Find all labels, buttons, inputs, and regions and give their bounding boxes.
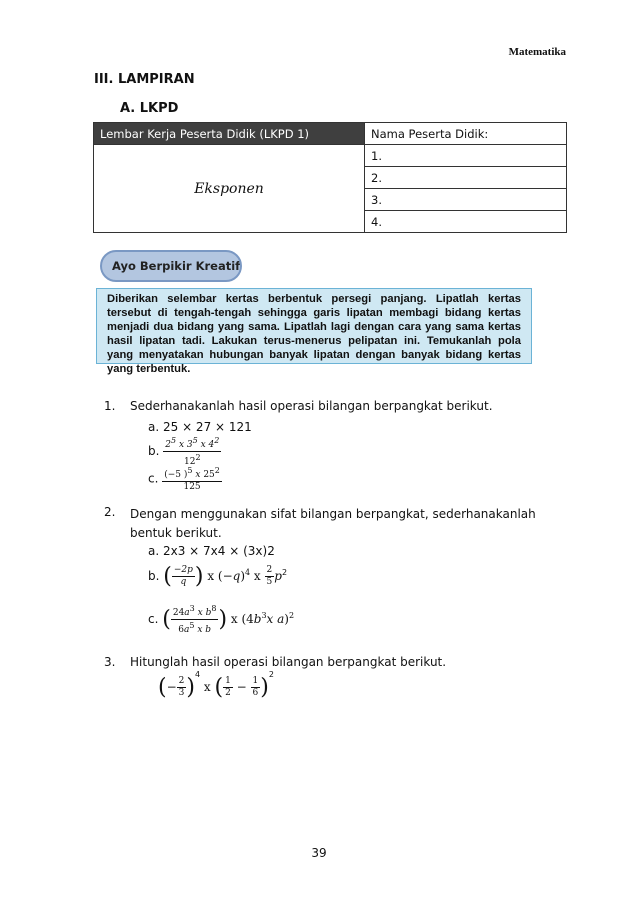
item-label: b.	[148, 569, 160, 583]
question-text: Sederhanakanlah hasil operasi bilangan berpangkat berikut.	[130, 399, 493, 413]
question-number: 3.	[104, 655, 116, 669]
lkpd-head-left: Lembar Kerja Peserta Didik (LKPD 1)	[94, 123, 365, 145]
lkpd-title: Eksponen	[94, 145, 365, 233]
question-number: 1.	[104, 399, 116, 413]
fraction: $\frac{1}{6}$	[252, 676, 259, 698]
running-head: Matematika	[508, 46, 566, 58]
item-label: b.	[148, 444, 160, 458]
question-text: Hitunglah hasil operasi bilangan berpangkat berikut.	[130, 655, 447, 669]
question-text: Dengan menggunakan sifat bilangan berpangkat, sederhanakanlah bentuk berikut.	[130, 507, 536, 540]
fraction: $\frac{2^5 x 3^5 x 4^2}{12^2}$	[165, 436, 220, 467]
fraction: $\frac{24a^3 x b^8}{6a^5 x b}$	[172, 604, 217, 635]
question-item-b	[148, 435, 221, 468]
creative-badge: Ayo Berpikir Kreatif	[100, 250, 242, 282]
question-item-a: a. 25 × 27 × 121	[148, 420, 252, 434]
student-row: 2.	[365, 167, 567, 189]
section-title: III. LAMPIRAN	[94, 72, 195, 87]
question-number: 2.	[104, 505, 116, 519]
student-row: 4.	[365, 211, 567, 233]
fraction: $\frac{1}{2}$	[225, 676, 231, 698]
question-item-a: a. 2x3 × 7x4 × (3x)2	[148, 544, 275, 558]
info-box: Diberikan selembar kertas berbentuk persegi panjang. Lipatlah kertas tersebut di tengah-tengah sehingga garis lipatan membagi bidang kertas menjadi dua bidang yang sama. Lipatlah lagi dengan cara yang sama kertas hasil lipatan tadi. Lakukan terus-menerus pelipatan ini. Temukanlah pola yang menyatakan hubungan banyak lipatan dengan banyak bidang kertas yang terbentuk.	[96, 288, 532, 364]
subsection-title: A. LKPD	[120, 101, 179, 116]
student-row: 3.	[365, 189, 567, 211]
question-expression: (− $\frac{2}{3}$ )$^4$ x ( $\frac{1}{2}$ − $\frac{1}{6}$ )$^2$	[158, 670, 274, 700]
item-label: c.	[148, 612, 159, 626]
lkpd-head-right: Nama Peserta Didik:	[365, 123, 567, 145]
fraction: $\frac{2}{3}$	[178, 676, 185, 698]
fraction: $\frac{2}{5}$	[266, 565, 273, 587]
lkpd-table	[93, 122, 567, 233]
fraction: $\frac{(-5 )^5 x 25^2}{125}$	[164, 466, 220, 492]
question-item-c	[148, 465, 222, 493]
page-number: 39	[311, 846, 327, 860]
question-item-b: b. ( $\frac{-2p}{q}$ ) x $(-q)^4$ x $\frac{2}{5}$ $p^2$	[148, 564, 288, 589]
student-row: 1.	[365, 145, 567, 167]
fraction: $\frac{-2p}{q}$	[173, 565, 193, 587]
item-label: c.	[148, 471, 159, 486]
question-item-c: c. ( $\frac{24a^3 x b^8}{6a^5 x b}$ ) x ($4b^3x$ a)$^2$	[148, 604, 295, 635]
